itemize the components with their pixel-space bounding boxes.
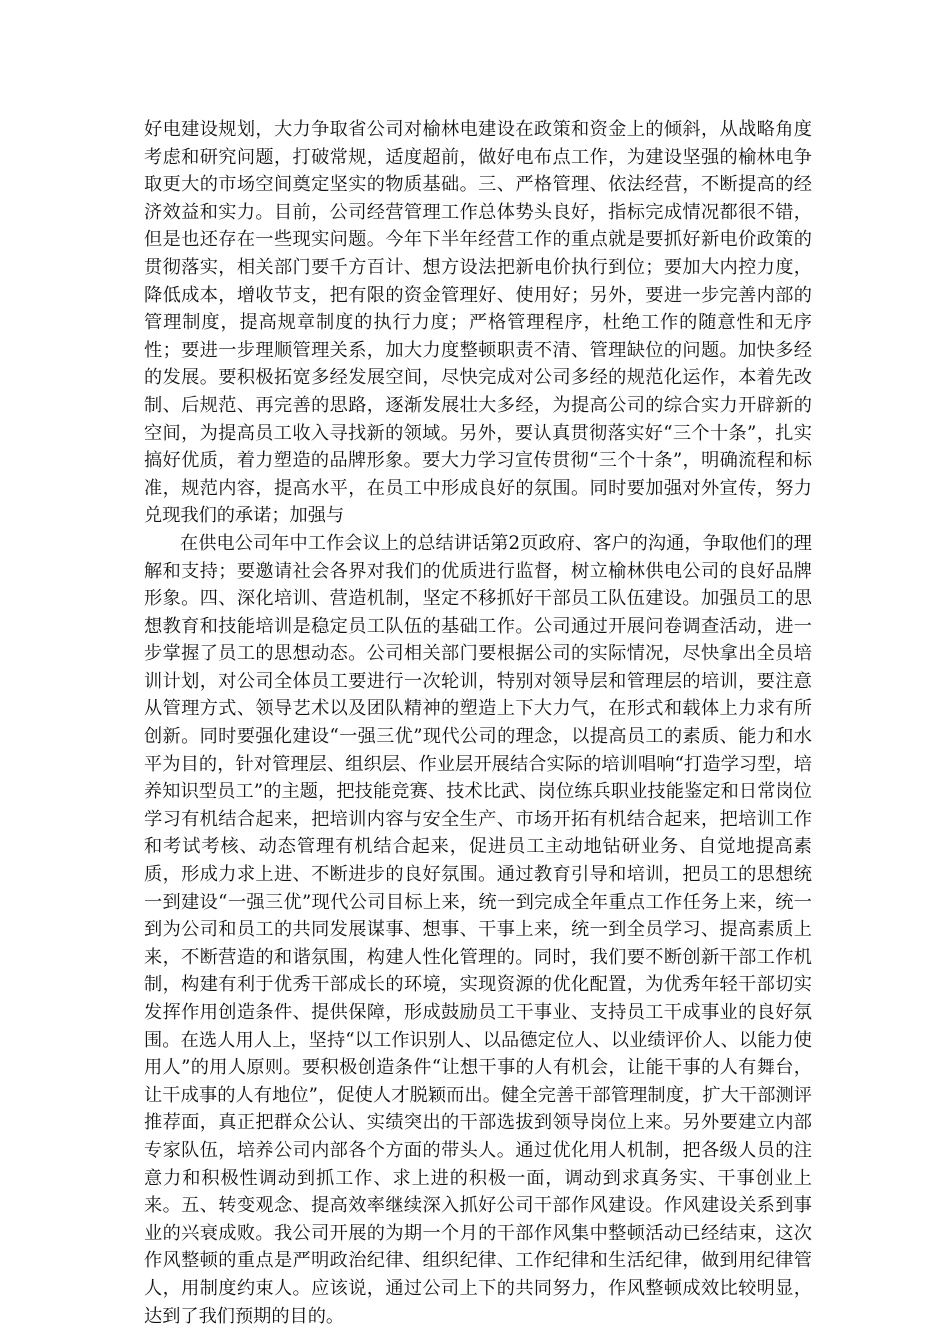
body-paragraph-2: 在供电公司年中工作会议上的总结讲话第2页政府、客户的沟通，争取他们的理解和支持；要邀请社会各界对我们的优质进行监督，树立榆林供电公司的良好品牌形象。四、深化培训、营造机制，坚定不移抓好干部员工队伍建设。加强员工的思想教育和技能培训是稳定员工队伍的基础工作。公司通过开展问卷调查活动，进一步掌握了员工的思想动态。公司相关部门要根据公司的实际情况，尽快拿出全员培训计划，对公司全体员工要进行一次轮训，特别对领导层和管理层的培训，要注意从管理方式、领导艺术以及团队精神的塑造上下大力气，在形式和载体上力求有所创新。同时要强化建设“一强三优”现代公司的理念，以提高员工的素质、能力和水平为目的，针对管理层、组织层、作业层开展结合实际的培训唱响“打造学习型，培养知识型员工”的主题，把技能竞赛、技术比武、岗位练兵职业技能鉴定和日常岗位学习有机结合起来，把培训内容与安全生产、市场开拓有机结合起来，把培训工作和考试考核、动态管理有机结合起来，促进员工主动地钻研业务、自觉地提高素质，形成力求上进、不断进步的良好氛围。通过教育引导和培训，把员工的思想统一到建设“一强三优”现代公司目标上来，统一到完成全年重点工作任务上来，统一到为公司和员工的共同发展谋事、想事、干事上来，统一到全员学习、提高素质上来，不断营造的和谐氛围，构建人性化管理的。同时，我们要不断创新干部工作机制，构建有利于优秀干部成长的环境，实现资源的优化配置，为优秀年轻干部切实发挥作用创造条件、提供保障，形成鼓励员工干事业、支持员工干成事业的良好氛围。在选人用人上，坚持“以工作识别人、以品德定位人、以业绩评价人、以能力使用人”的用人原则。要积极创造条件“让想干事的人有机会，让能干事的人有舞台，让干成事的人有地位”，促使人才脱颖而出。健全完善干部管理制度，扩大干部测评推荐面，真正把群众公认、实绩突出的干部选拔到领导岗位上来。另外要建立内部专家队伍，培养公司内部各个方面的带头人。通过优化用人机制，把各级人员的注意力和积极性调动到抓工作、求上进的积极一面，调动到求真务实、干事创业上来。五、转变观念、提高效率继续深入抓好公司干部作风建设。作风建设关系到事业的兴衰成败。我公司开展的为期一个月的干部作风集中整顿活动已经结束，这次作风整顿的重点是严明政治纪律、组织纪律、工作纪律和生活纪律，做到用纪律管人，用制度约束人。应该说，通过公司上下的共同努力，作风整顿成效比较明显，达到了我们预期的目的。 — [144, 532, 812, 1327]
document-body — [144, 116, 812, 1330]
body-paragraph-1: 好电建设规划，大力争取省公司对榆林电建设在政策和资金上的倾斜，从战略角度考虑和研究问题，打破常规，适度超前，做好电布点工作，为建设坚强的榆林电争取更大的市场空间奠定坚实的物质基础。三、严格管理、依法经营，不断提高的经济效益和实力。目前，公司经营管理工作总体势头良好，指标完成情况都很不错，但是也还存在一些现实问题。今年下半年经营工作的重点就是要抓好新电价政策的贯彻落实，相关部门要千方百计、想方设法把新电价执行到位；要加大内控力度，降低成本，增收节支，把有限的资金管理好、使用好；另外，要进一步完善内部的管理制度，提高规章制度的执行力度；严格管理程序，杜绝工作的随意性和无序性；要进一步理顺管理关系，加大力度整顿职责不清、管理缺位的问题。加快多经的发展。要积极拓宽多经发展空间，尽快完成对公司多经的规范化运作，本着先改制、后规范、再完善的思路，逐渐发展壮大多经，为提高公司的综合实力开辟新的空间，为提高员工收入寻找新的领域。另外，要认真贯彻落实好“三个十条”，扎实搞好优质，着力塑造的品牌形象。要大力学习宣传贯彻“三个十条”，明确流程和标准，规范内容，提高水平，在员工中形成良好的氛围。同时要加强对外宣传，努力兑现我们的承诺；加强与 — [144, 119, 812, 527]
